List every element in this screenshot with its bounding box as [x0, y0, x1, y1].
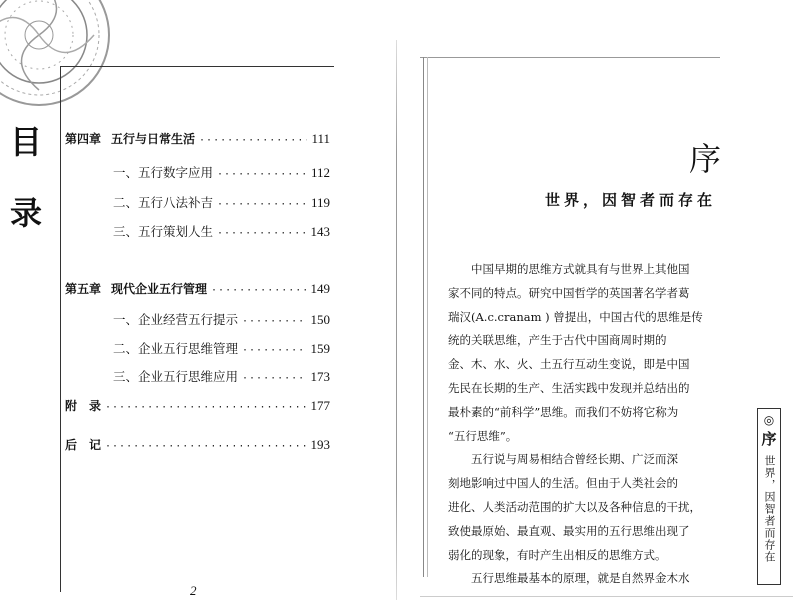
toc-entry-title: 一、企业经营五行提示: [113, 312, 239, 327]
toc-page-number: 143: [310, 224, 330, 239]
body-line: 中国早期的思维方式就具有与世界上其他国: [471, 262, 690, 276]
body-line: 致使最原始、最直观、最实用的五行思维出现了: [448, 523, 690, 538]
toc-leader-dots: [105, 441, 306, 452]
toc-page-number: 119: [310, 195, 330, 210]
top-rule: [420, 57, 720, 58]
preface-subtitle: 世界，因智者而存在: [545, 191, 717, 209]
toc-page-number: 177: [310, 398, 330, 413]
toc-entry[interactable]: [65, 436, 330, 453]
toc-leader-dots: [242, 373, 306, 384]
toc-entry-title: 一、五行数字应用: [113, 165, 214, 180]
toc-heading-char-2: 录: [10, 194, 43, 232]
toc-page-number: 150: [310, 312, 330, 327]
toc-entry-title: 后 记: [65, 438, 102, 452]
preface-body: [448, 258, 720, 591]
toc-frame: [60, 66, 334, 592]
body-line: 家不同的特点。研究中国哲学的英国著名学者葛: [448, 285, 690, 300]
toc-entry-title: 五行与日常生活: [111, 132, 196, 146]
toc-chapter-number: 第四章: [65, 132, 102, 146]
toc-entry-title: 三、五行策划人生: [113, 224, 214, 239]
left-double-rule: [423, 57, 428, 577]
toc-leader-dots: [105, 402, 306, 413]
body-line: 金、木、水、火、土五行互动生变说，即是中国: [448, 357, 690, 372]
body-line: 五行说与周易相结合曾经长期、广泛而深: [471, 452, 678, 467]
toc-chapter-number: 第五章: [65, 282, 102, 296]
toc-page-number: 159: [310, 341, 330, 356]
toc-entry[interactable]: [65, 397, 330, 414]
toc-entry-title: 附 录: [65, 399, 102, 413]
toc-entry-title: 二、五行八法补吉: [113, 195, 214, 210]
toc-entry-title: 三、企业五行思维应用: [113, 369, 239, 384]
toc-page-number: 149: [310, 281, 330, 296]
toc-leader-dots: [199, 135, 307, 146]
toc-entry-label: [65, 280, 211, 297]
toc-page-number: 112: [310, 165, 330, 180]
toc-entry[interactable]: [113, 222, 330, 240]
body-line: “五行思维”。: [448, 428, 518, 443]
toc-leader-dots: [242, 316, 306, 327]
toc-page-number: 193: [310, 437, 330, 452]
side-tab-title: 序: [761, 430, 777, 448]
toc-entry-title: 现代企业五行管理: [111, 282, 208, 296]
body-line: 最朴素的“前科学”思维。而我们不妨将它称为: [448, 404, 679, 419]
bottom-rule: [420, 596, 793, 597]
side-tab-subtitle: 世界，因智者而存在: [763, 455, 776, 563]
page-number-left: 2: [190, 583, 197, 598]
toc-heading-char-1: 目: [10, 123, 43, 161]
section-side-tab[interactable]: [757, 408, 781, 585]
body-line: 五行思维最基本的原理，就是自然界金木水: [471, 571, 690, 586]
body-line: 瑞汉(A.c.cranam ) 曾提出，中国古代的思维是传: [448, 309, 703, 324]
body-line: 先民在长期的生产、生活实践中发现并总结出的: [448, 380, 690, 395]
toc-entry[interactable]: [65, 130, 330, 147]
page-gutter: [396, 40, 397, 600]
toc-page: [0, 0, 396, 609]
body-line: 刻地影响过中国人的生活。但由于人类社会的: [448, 476, 678, 491]
toc-list: [61, 67, 334, 592]
toc-entry[interactable]: [113, 367, 330, 385]
toc-entry[interactable]: [113, 310, 330, 328]
toc-leader-dots: [211, 285, 306, 296]
toc-entry[interactable]: [113, 193, 330, 211]
toc-entry[interactable]: [65, 280, 330, 297]
body-line: 进化、人类活动范围的扩大以及各种信息的干扰，: [448, 499, 701, 514]
circle-mark-icon: ◎: [763, 413, 775, 427]
toc-entry[interactable]: [113, 163, 330, 181]
toc-leader-dots: [217, 199, 307, 210]
toc-leader-dots: [242, 345, 306, 356]
body-line: 统的关联思维，产生于古代中国商周时期的: [448, 333, 667, 348]
body-line: 弱化的现象，有时产生出相反的思维方式。: [448, 547, 667, 562]
toc-page-number: 111: [311, 131, 330, 146]
toc-entry-label: [65, 130, 199, 147]
toc-entry[interactable]: [113, 339, 330, 357]
toc-leader-dots: [217, 169, 307, 180]
preface-title: 序: [689, 140, 722, 178]
toc-page-number: 173: [310, 369, 330, 384]
toc-leader-dots: [217, 228, 306, 239]
toc-entry-title: 二、企业五行思维管理: [113, 341, 239, 356]
